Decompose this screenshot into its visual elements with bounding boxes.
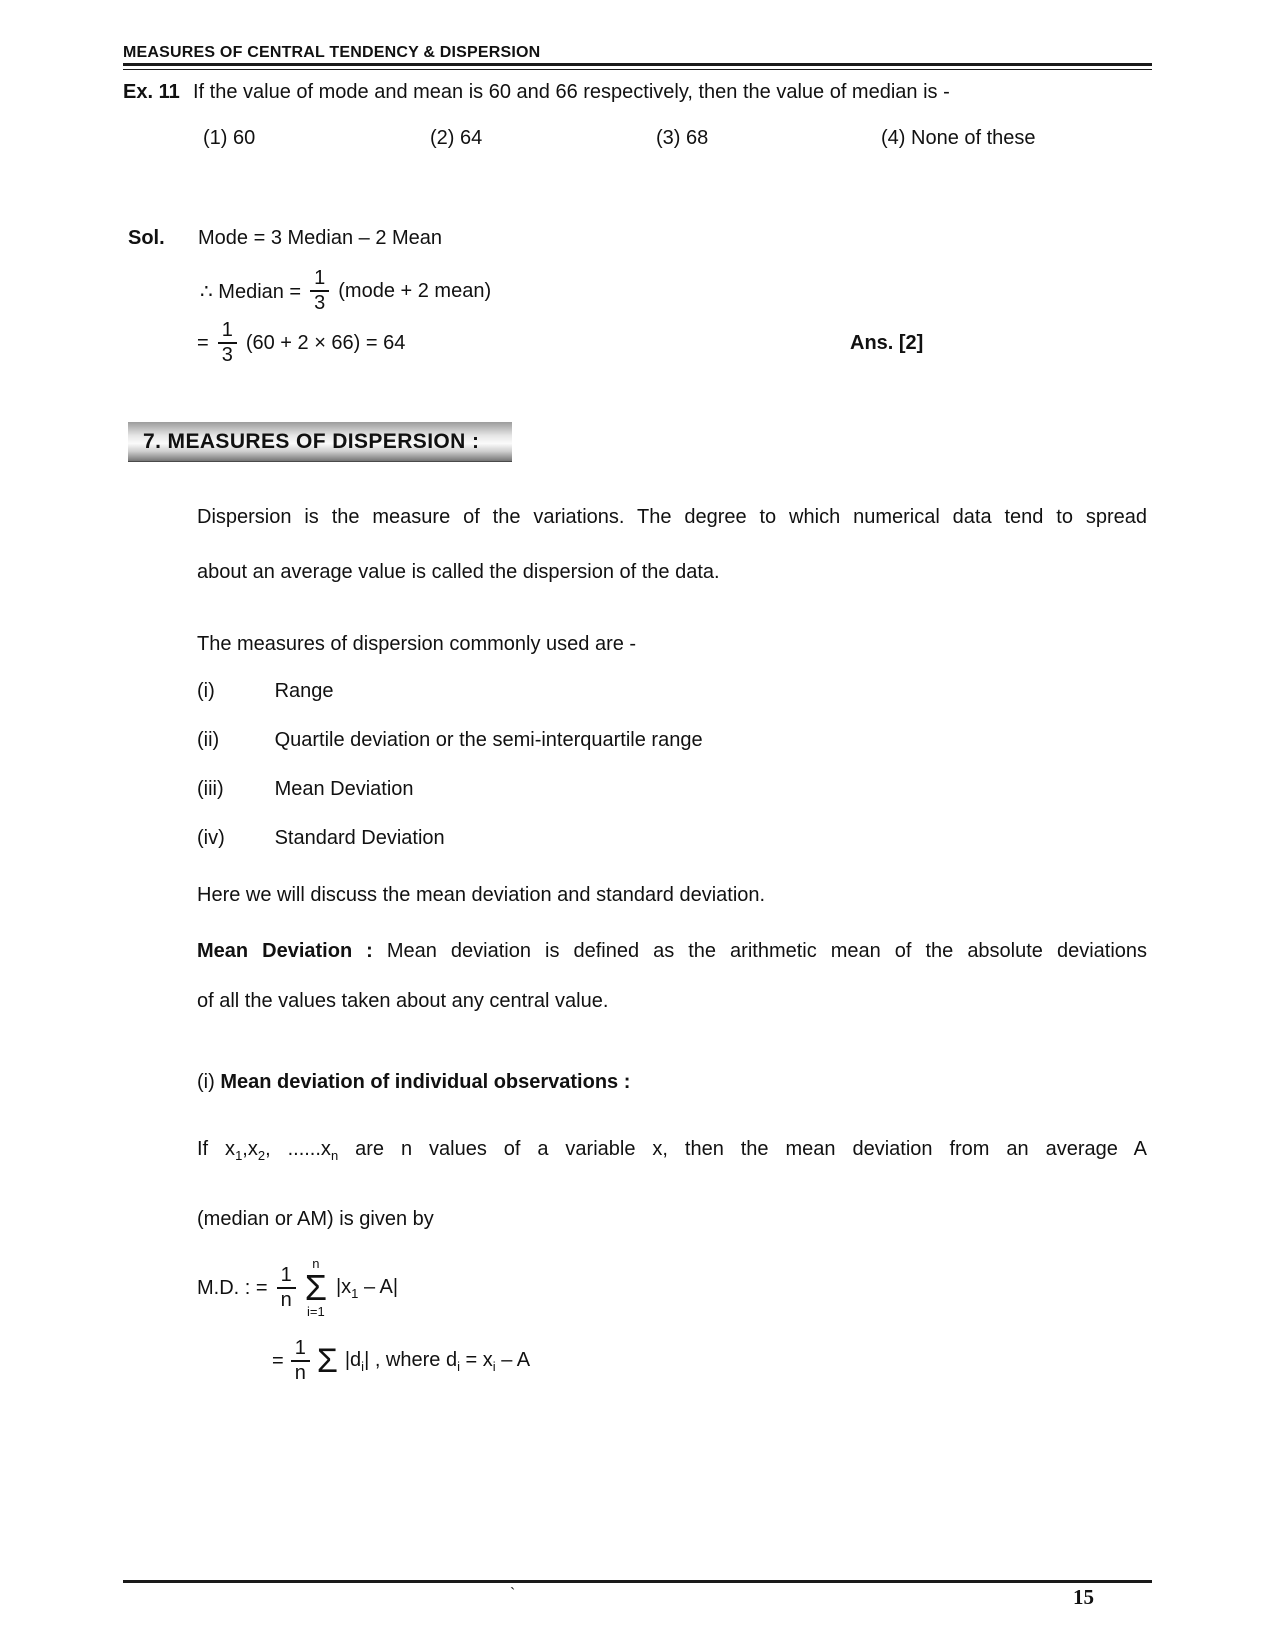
vars-part: , ......x: [265, 1138, 331, 1160]
formula1-arg-pre: |x: [335, 1275, 352, 1298]
fraction-one-third: [310, 267, 329, 315]
page-title: MEASURES OF CENTRAL TENDENCY & DISPERSION: [123, 44, 541, 61]
list-item-number: (i): [197, 680, 215, 702]
subscript: 1: [235, 1148, 243, 1163]
solution-line-3-pre: =: [197, 331, 209, 354]
subscript: i: [492, 1358, 496, 1374]
formula2-lhs: =: [272, 1349, 284, 1372]
fraction-denominator: n: [277, 1287, 296, 1312]
fraction-denominator: 3: [218, 342, 237, 367]
section-heading: 7. MEASURES OF DISPERSION :: [143, 429, 480, 453]
fraction-denominator: 3: [310, 290, 329, 315]
md-formula-2: [272, 1335, 530, 1387]
formula2-arg-pre: |d: [344, 1348, 362, 1371]
formula1-arg-post: – A|: [358, 1275, 399, 1298]
sigma-glyph: Σ: [304, 1266, 327, 1308]
meandev-line1: [197, 938, 1147, 965]
formula2-where: = x: [459, 1348, 493, 1371]
meandev-lead: Mean Deviation :: [197, 940, 373, 962]
fraction-numerator: 1: [280, 1264, 292, 1286]
solution-line-3-post: (60 + 2 × 66) = 64: [245, 331, 406, 354]
option-2: (2) 64: [430, 127, 483, 149]
subscript: n: [330, 1148, 339, 1163]
vars-part: are n values of a variable x, then the mean deviation from an average A: [338, 1138, 1148, 1160]
individual-heading-text: Mean deviation of individual observations :: [220, 1071, 631, 1093]
list-item-number: (iv): [197, 827, 225, 849]
option-1: (1) 60: [203, 127, 256, 149]
list-item: [197, 678, 334, 705]
solution-line-2-pre: ∴ Median =: [200, 280, 302, 303]
fraction-numerator: 1: [314, 267, 326, 289]
options-row: [123, 127, 1153, 154]
fraction-one-over-n: [291, 1337, 310, 1385]
example-label: Ex. 11: [123, 81, 180, 103]
list-item-label: Range: [274, 680, 334, 702]
answer-label: Ans. [2]: [850, 332, 924, 354]
formula2-argument: [345, 1349, 530, 1374]
list-item: [197, 727, 703, 754]
individual-heading-number: (i): [197, 1071, 215, 1093]
example-question: If the value of mode and mean is 60 and 66 respectively, then the value of median is -: [193, 81, 950, 103]
meandev-line1-rest: Mean deviation is defined as the arithmetic mean of the absolute deviations: [386, 940, 1148, 962]
subscript: 2: [257, 1148, 266, 1163]
option-4: (4) None of these: [881, 127, 1036, 149]
meandev-line2: of all the values taken about any central value.: [197, 990, 609, 1012]
formula1-lhs: M.D. : =: [197, 1276, 268, 1299]
formula2-arg-post: |: [364, 1348, 370, 1371]
sigma-symbol: Σ: [316, 1342, 338, 1380]
subscript: 1: [351, 1285, 359, 1301]
sigma-upper-limit: n: [312, 1255, 320, 1271]
footer-tick-mark: `: [510, 1586, 516, 1603]
vars-part: ,x: [242, 1138, 258, 1160]
dispersion-para3: Here we will discuss the mean deviation and standard deviation.: [197, 884, 766, 906]
fraction-one-over-n: [277, 1264, 296, 1312]
footer-rule: [123, 1580, 1152, 1583]
fraction-one-third: [218, 319, 237, 367]
fraction-numerator: 1: [221, 319, 233, 341]
vars-part: If x: [197, 1138, 236, 1160]
fraction-numerator: 1: [294, 1337, 306, 1359]
given-by-line: (median or AM) is given by: [197, 1208, 434, 1230]
dispersion-para1-line2: about an average value is called the dispersion of the data.: [197, 561, 720, 583]
list-item-number: (ii): [197, 729, 220, 751]
formula2-where: – A: [495, 1348, 531, 1371]
solution-line-2: [200, 265, 491, 317]
solution-line-3: [197, 317, 405, 369]
list-item: [197, 825, 445, 852]
solution-label: Sol.: [128, 227, 165, 249]
list-item-number: (iii): [197, 778, 224, 800]
formula1-argument: [336, 1276, 398, 1301]
list-item-label: Mean Deviation: [274, 778, 414, 800]
sigma-lower-limit: i=1: [306, 1304, 325, 1320]
subscript: i: [361, 1358, 365, 1374]
solution-line-2-post: (mode + 2 mean): [338, 279, 492, 302]
variables-line: [197, 1136, 1147, 1169]
fraction-denominator: n: [291, 1360, 310, 1385]
dispersion-para2: The measures of dispersion commonly used are -: [197, 633, 637, 655]
header-rule-thick: [123, 63, 1152, 66]
list-item-label: Quartile deviation or the semi-interquartile range: [274, 729, 703, 751]
section-heading-bar: [128, 422, 512, 462]
header-rule-thin: [123, 69, 1152, 70]
subscript: i: [457, 1358, 460, 1374]
formula2-where: , where d: [369, 1348, 458, 1371]
list-item-label: Standard Deviation: [274, 827, 445, 849]
list-item: [197, 776, 414, 803]
sigma-symbol: [305, 1257, 327, 1320]
page-number: 15: [1073, 1585, 1094, 1609]
md-formula-1: [197, 1256, 398, 1320]
individual-heading: [197, 1069, 630, 1096]
solution-line-1: Mode = 3 Median – 2 Mean: [198, 227, 443, 249]
option-3: (3) 68: [656, 127, 709, 149]
dispersion-para1-line1: Dispersion is the measure of the variations. The degree to which numerical data tend to spread: [197, 506, 1147, 528]
